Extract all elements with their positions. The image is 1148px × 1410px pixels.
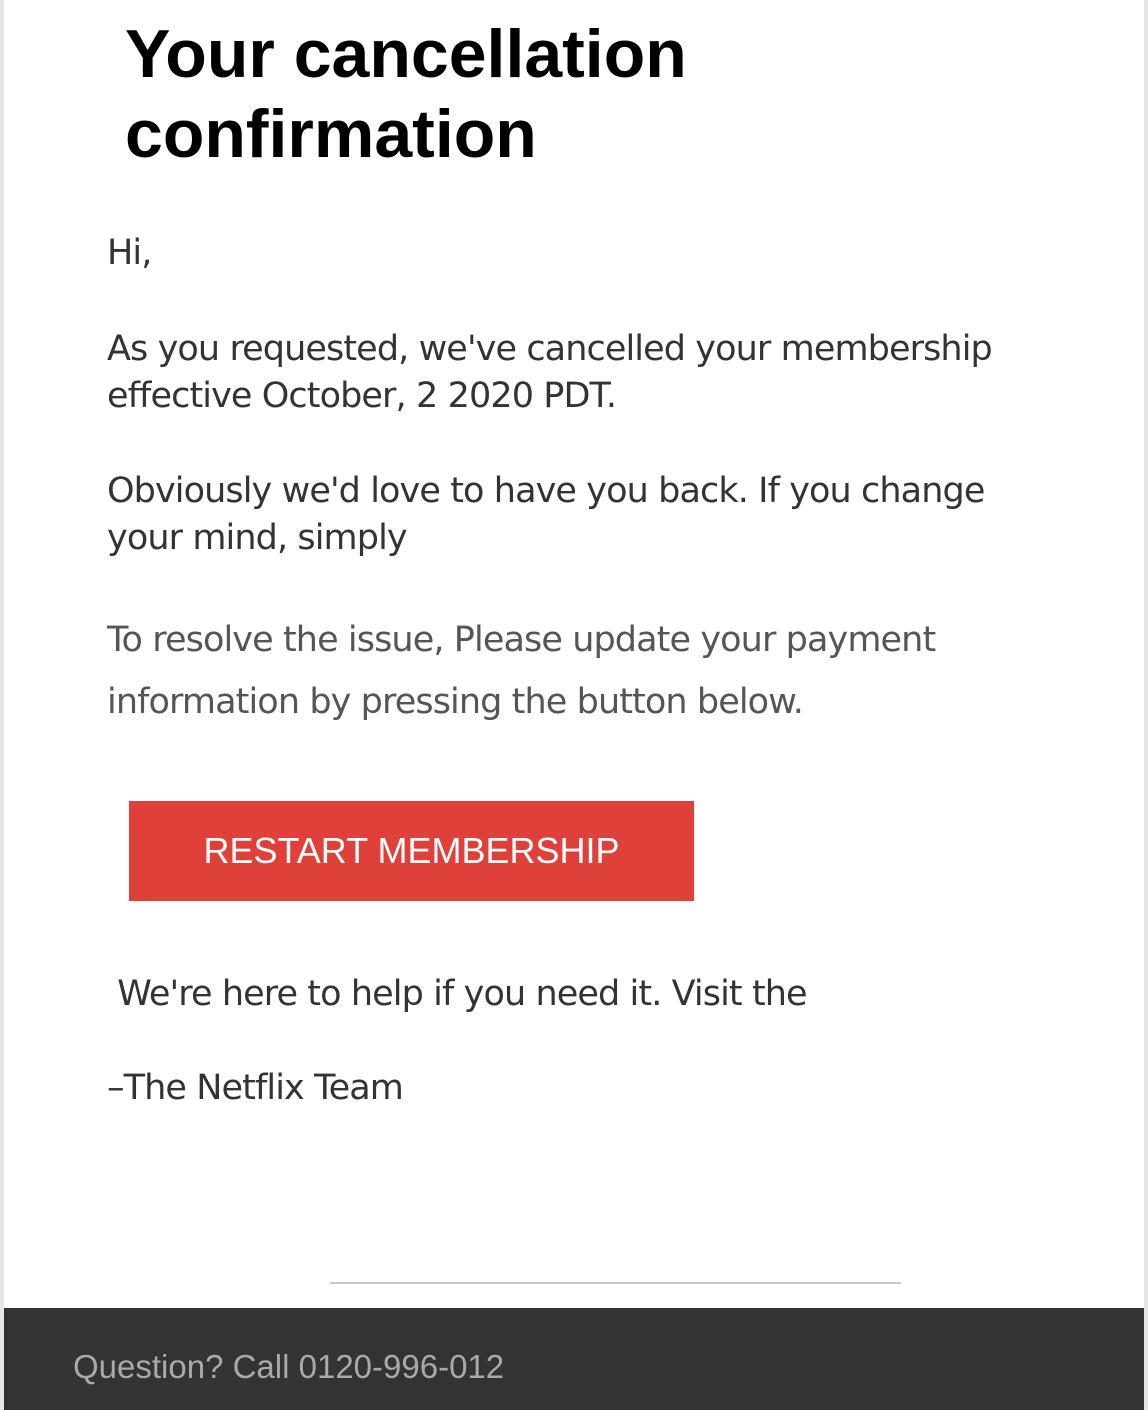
return-line-2: your mind, simply [107, 518, 407, 558]
greeting-text: Hi, [107, 233, 152, 273]
footer-phone-text: Question? Call 0120-996-012 [73, 1348, 505, 1385]
footer-divider [330, 1282, 901, 1284]
payment-line-2: information by pressing the button below. [107, 682, 803, 722]
restart-membership-button[interactable]: RESTART MEMBERSHIP [129, 801, 694, 901]
email-body [4, 0, 1144, 1410]
payment-line-1: To resolve the issue, Please update your payment [107, 620, 936, 660]
cancellation-line-1: As you requested, we've cancelled your membership [107, 329, 992, 369]
help-text: We're here to help if you need it. Visit the [107, 974, 807, 1014]
cancellation-line-2: effective October, 2 2020 PDT. [107, 376, 617, 416]
signature-text: –The Netflix Team [107, 1068, 403, 1108]
email-title: Your cancellation confirmation [125, 16, 687, 172]
return-line-1: Obviously we'd love to have you back. If you change [107, 471, 985, 511]
